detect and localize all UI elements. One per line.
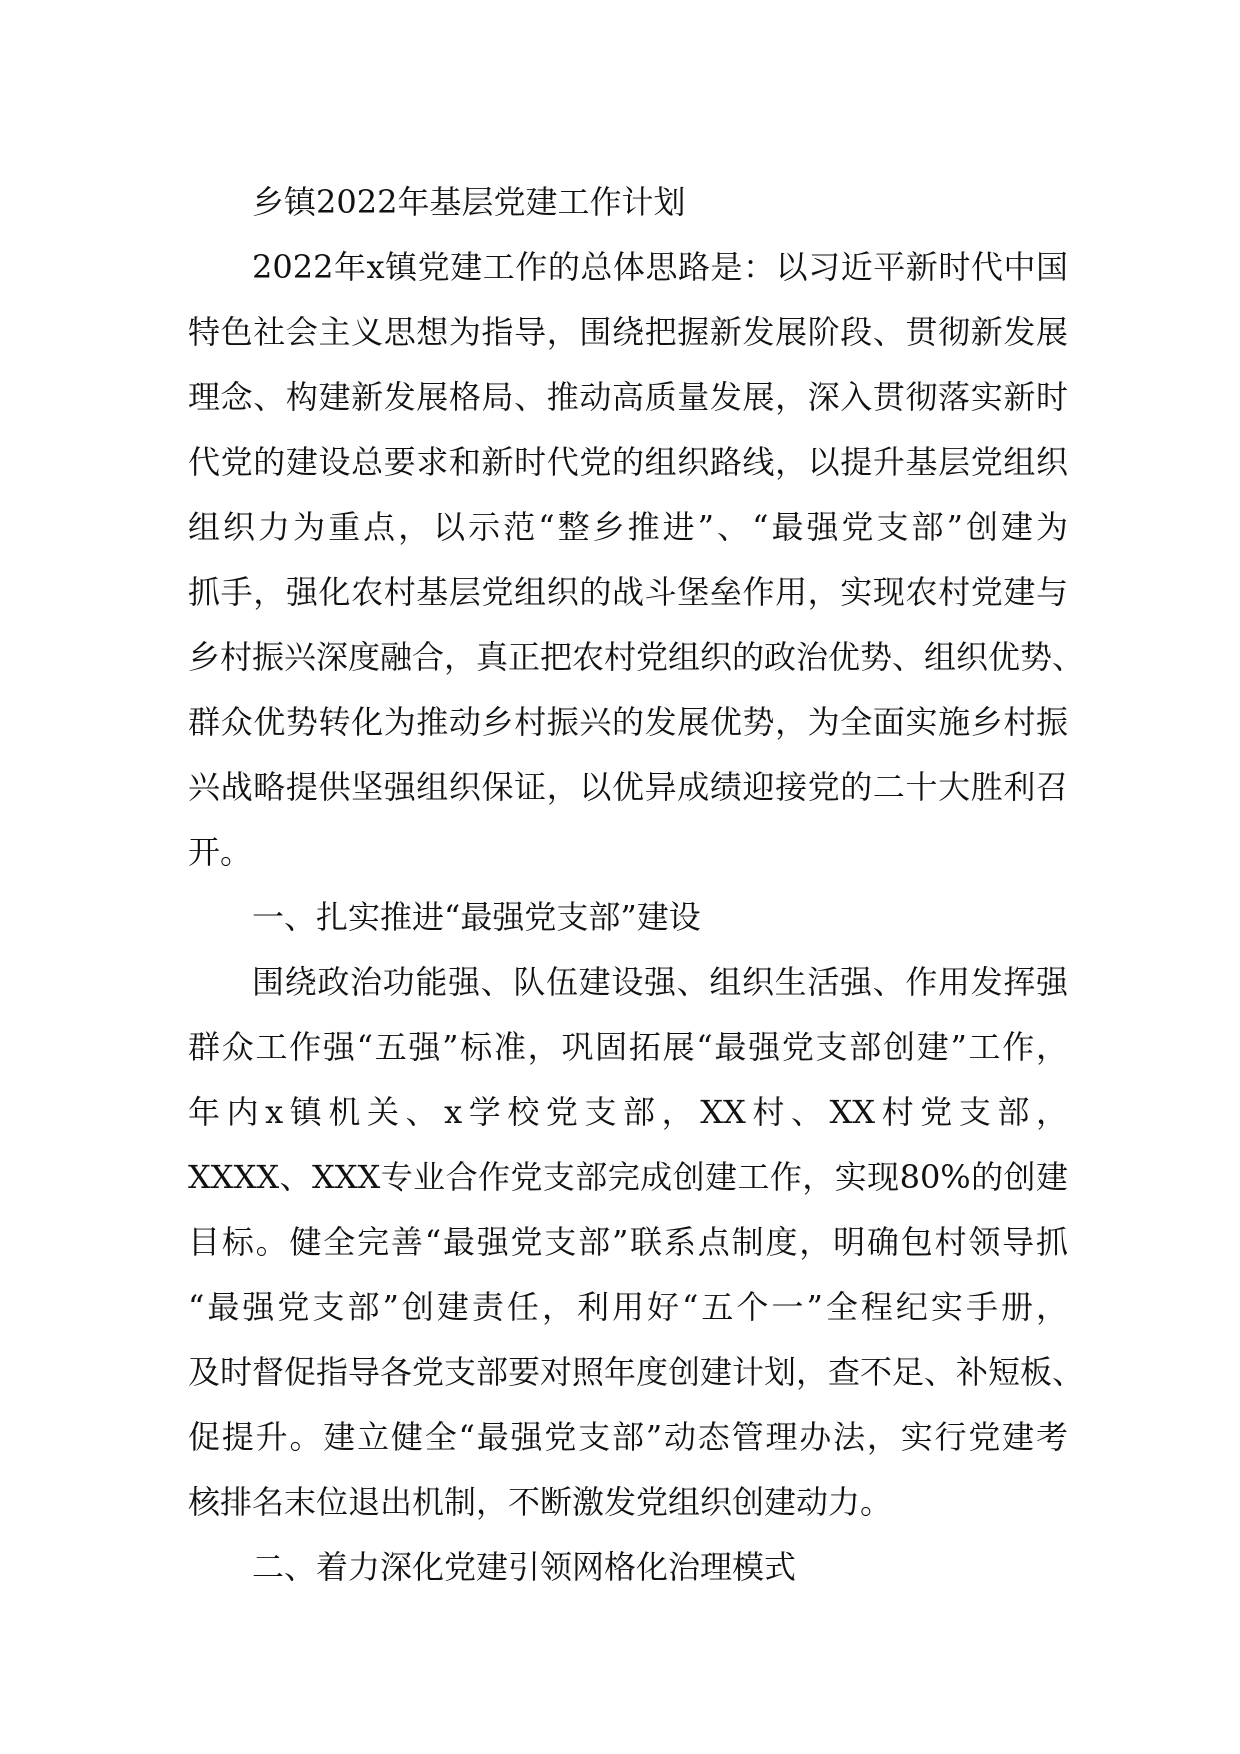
- section-heading: 二、着力深化党建引领网格化治理模式: [252, 1548, 797, 1586]
- document-body: [188, 170, 1085, 1600]
- document-title: 乡镇2022年基层党建工作计划: [252, 183, 686, 221]
- paragraph-line: 乡村振兴深度融合，真正把农村党组织的政治优势、组织优势、: [188, 638, 1085, 676]
- paragraph-line: 群众优势转化为推动乡村振兴的发展优势，为全面实施乡村振: [188, 703, 1068, 741]
- paragraph-line: 兴战略提供坚强组织保证，以优异成绩迎接党的二十大胜利召: [188, 768, 1068, 806]
- paragraph-line: 特色社会主义思想为指导，围绕把握新发展阶段、贯彻新发展: [188, 313, 1068, 351]
- paragraph-line: 开。: [188, 833, 253, 871]
- paragraph-line: 核排名末位退出机制，不断激发党组织创建动力。: [188, 1483, 893, 1521]
- paragraph-line: 促提升。建立健全“最强党支部”动态管理办法，实行党建考: [188, 1418, 1068, 1456]
- paragraph-line: 群众工作强“五强”标准，巩固拓展“最强党支部创建”工作，: [188, 1028, 1068, 1066]
- section-heading: 一、扎实推进“最强党支部”建设: [252, 898, 701, 936]
- paragraph-line: 抓手，强化农村基层党组织的战斗堡垒作用，实现农村党建与: [188, 573, 1068, 611]
- paragraph-line: 围绕政治功能强、队伍建设强、组织生活强、作用发挥强: [252, 963, 1068, 1001]
- paragraph-line: 代党的建设总要求和新时代党的组织路线，以提升基层党组织: [188, 443, 1068, 481]
- paragraph-line: 及时督促指导各党支部要对照年度创建计划，查不足、补短板、: [188, 1353, 1085, 1391]
- paragraph-line: 2022年x镇党建工作的总体思路是：以习近平新时代中国: [252, 248, 1068, 286]
- paragraph-line: “最强党支部”创建责任，利用好“五个一”全程纪实手册，: [188, 1288, 1068, 1326]
- paragraph-line: XXXX、XXX专业合作党支部完成创建工作，实现80%的创建: [188, 1158, 1068, 1196]
- paragraph-line: 组织力为重点，以示范“整乡推进”、“最强党支部”创建为: [188, 508, 1068, 546]
- paragraph-line: 理念、构建新发展格局、推动高质量发展，深入贯彻落实新时: [188, 378, 1068, 416]
- paragraph-line: 年内x镇机关、x学校党支部，XX村、XX村党支部，: [188, 1093, 1068, 1131]
- paragraph-line: 目标。健全完善“最强党支部”联系点制度，明确包村领导抓: [188, 1223, 1068, 1261]
